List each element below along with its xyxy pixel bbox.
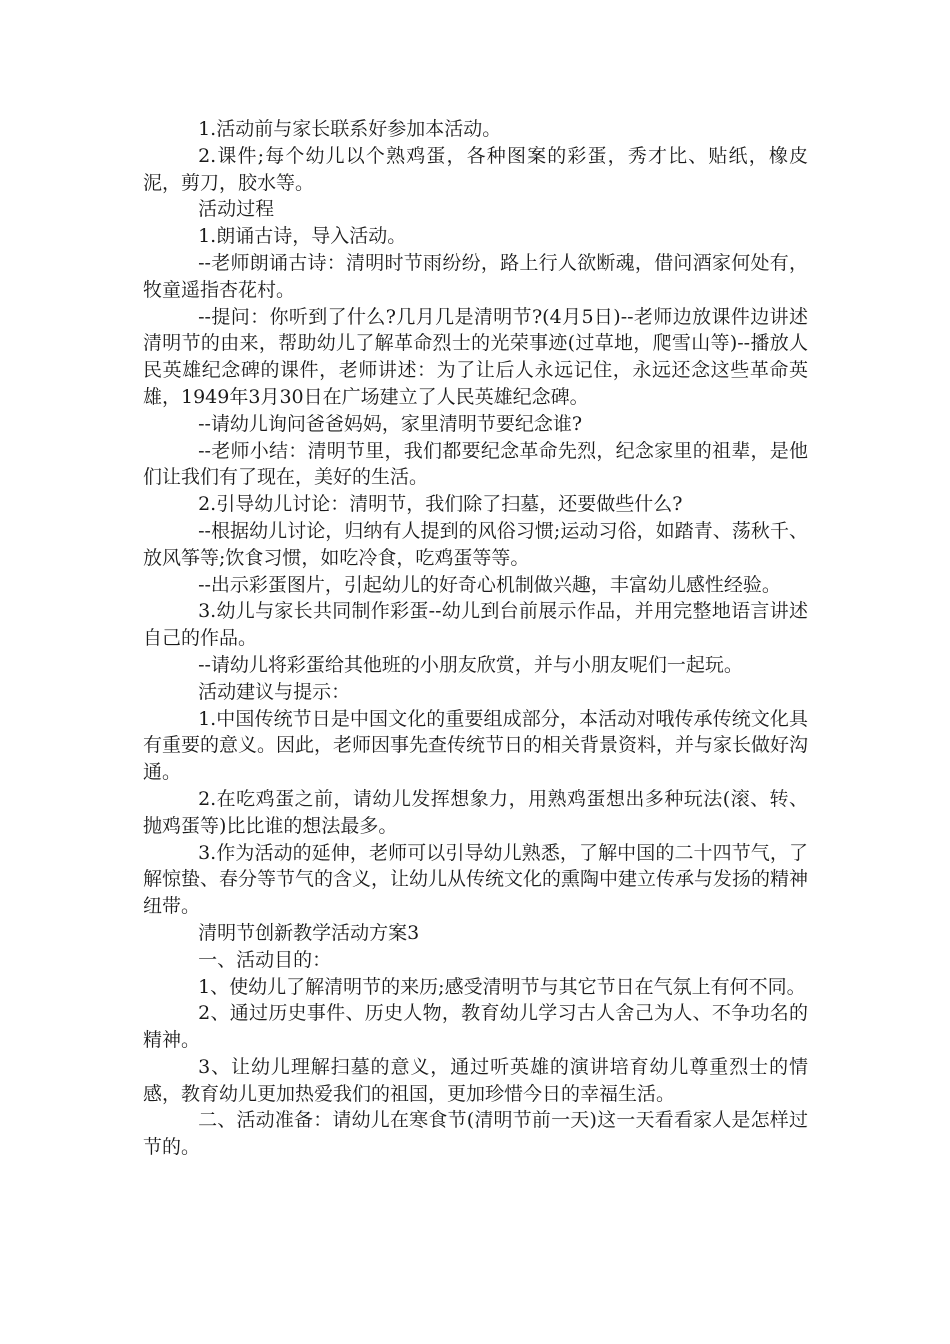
section-heading-process: 活动过程 bbox=[198, 198, 275, 221]
paragraph-10: --根据幼儿讨论，归纳有人提到的风俗习惯;运动习俗，如踏青、荡秋千、放风筝等;饮食习惯，如吃冷食，吃鸡蛋等等。 bbox=[143, 519, 808, 569]
paragraph-4: 1.朗诵古诗，导入活动。 bbox=[198, 225, 407, 248]
paragraph-12: 3.幼儿与家长共同制作彩蛋--幼儿到台前展示作品，并用完整地语言讲述自己的作品。 bbox=[143, 600, 808, 650]
paragraph-13: --请幼儿将彩蛋给其他班的小朋友欣赏，并与小朋友呢们一起玩。 bbox=[198, 653, 743, 676]
paragraph-5: --老师朗诵古诗：清明时节雨纷纷，路上行人欲断魂，借问酒家何处有，牧童遥指杏花村。 bbox=[143, 251, 808, 301]
paragraph-1: 1.活动前与家长联系好参加本活动。 bbox=[198, 118, 502, 140]
paragraph-6: --提问：你听到了什么?几月几是清明节?(4月5日)--老师边放课件边讲述清明节的由来，帮助幼儿了解革命烈士的光荣事迹(过草地，爬雪山等)--播放人民英雄纪念碑的课件，老师讲述：为了让后人永远记住，永远还念这些革命英雄，1949年3月30日在广场建立了人民英雄纪念碑。 bbox=[143, 305, 808, 408]
section-heading-purpose: 一、活动目的： bbox=[198, 948, 332, 971]
document-body bbox=[143, 116, 808, 1161]
paragraph-11: --出示彩蛋图片，引起幼儿的好奇心机制做兴趣，丰富幼儿感性经验。 bbox=[198, 573, 781, 596]
section-heading-plan-3: 清明节创新教学活动方案3 bbox=[198, 921, 420, 944]
paragraph-8: --老师小结：清明节里，我们都要纪念革命先烈，纪念家里的祖辈，是他们让我们有了现在，美好的生活。 bbox=[143, 439, 808, 489]
paragraph-15: 1.中国传统节日是中国文化的重要组成部分，本活动对哦传承传统文化具有重要的意义。因此，老师因事先查传统节日的相关背景资料，并与家长做好沟通。 bbox=[143, 707, 809, 784]
paragraph-20: 1、使幼儿了解清明节的来历;感受清明节与其它节日在气氛上有何不同。 bbox=[198, 975, 806, 998]
paragraph-9: 2.引导幼儿讨论：清明节，我们除了扫墓，还要做些什么? bbox=[198, 493, 683, 516]
paragraph-21: 2、通过历史事件、历史人物，教育幼儿学习古人舍己为人、不争功名的精神。 bbox=[143, 1002, 808, 1052]
paragraph-16: 2.在吃鸡蛋之前，请幼儿发挥想象力，用熟鸡蛋想出多种玩法(滚、转、抛鸡蛋等)比比谁的想法最多。 bbox=[143, 787, 808, 837]
paragraph-7: --请幼儿询问爸爸妈妈，家里清明节要纪念谁? bbox=[198, 412, 583, 435]
paragraph-23: 二、活动准备：请幼儿在寒食节(清明节前一天)这一天看看家人是怎样过节的。 bbox=[143, 1109, 808, 1159]
paragraph-2: 2.课件;每个幼儿以个熟鸡蛋，各种图案的彩蛋，秀才比、贴纸，橡皮泥，剪刀，胶水等。 bbox=[143, 144, 808, 194]
paragraph-17: 3.作为活动的延伸，老师可以引导幼儿熟悉，了解中国的二十四节气，了解惊蛰、春分等节气的含义，让幼儿从传统文化的熏陶中建立传承与发扬的精神纽带。 bbox=[143, 841, 809, 918]
section-heading-suggestions: 活动建议与提示： bbox=[198, 680, 351, 703]
paragraph-22: 3、让幼儿理解扫墓的意义，通过听英雄的演讲培育幼儿尊重烈士的情感，教育幼儿更加热爱我们的祖国，更加珍惜今日的幸福生活。 bbox=[143, 1055, 808, 1105]
